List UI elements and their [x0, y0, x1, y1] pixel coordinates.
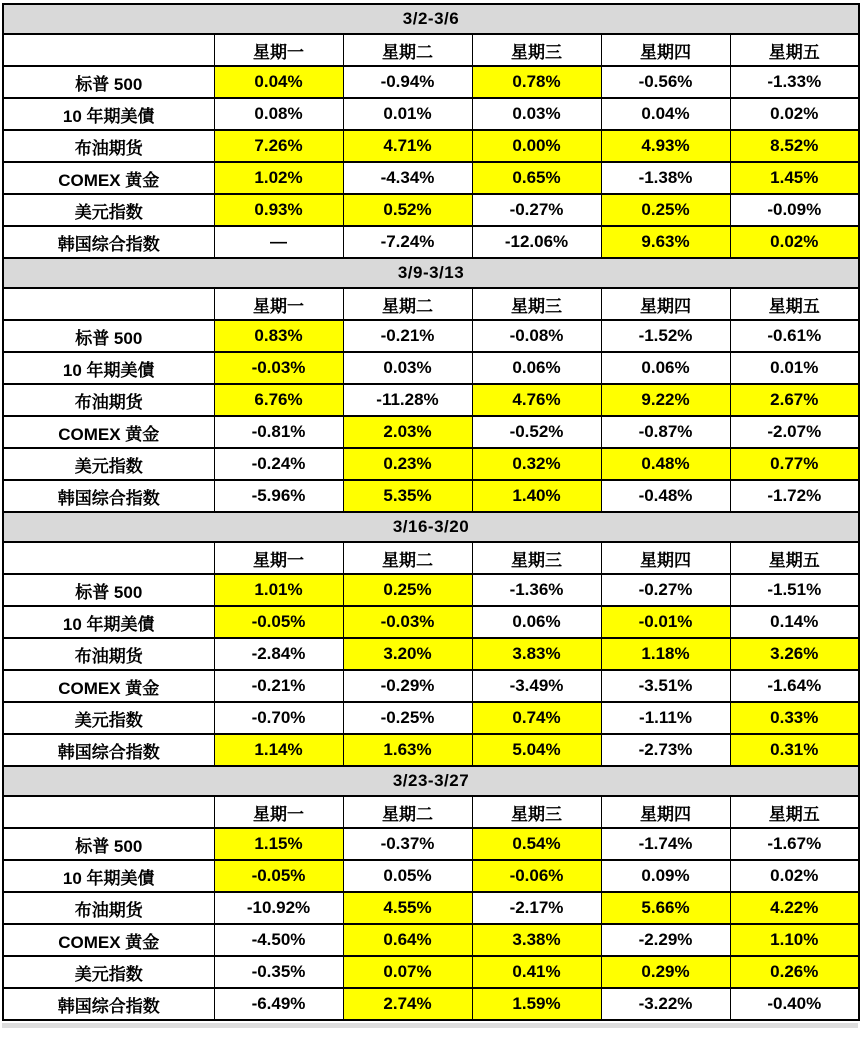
value-cell: -2.07%: [730, 416, 859, 448]
value-cell: -1.67%: [730, 828, 859, 860]
corner-cell: [3, 796, 214, 828]
value-cell: -0.06%: [472, 860, 601, 892]
weekday-header: 星期二: [343, 288, 472, 320]
value-cell: -12.06%: [472, 226, 601, 258]
weekday-header-row: [3, 796, 859, 828]
table-row: [3, 670, 859, 702]
table-row: [3, 924, 859, 956]
value-cell: -10.92%: [214, 892, 343, 924]
value-cell: 0.02%: [730, 98, 859, 130]
table-row: [3, 162, 859, 194]
value-cell: -1.38%: [601, 162, 730, 194]
row-label: COMEX 黄金: [3, 670, 214, 702]
weekday-header: 星期四: [601, 288, 730, 320]
value-cell: 9.63%: [601, 226, 730, 258]
value-cell: -1.33%: [730, 66, 859, 98]
value-cell: 1.45%: [730, 162, 859, 194]
value-cell: 1.01%: [214, 574, 343, 606]
row-label: COMEX 黄金: [3, 924, 214, 956]
value-cell: 0.41%: [472, 956, 601, 988]
weekday-header: 星期一: [214, 288, 343, 320]
value-cell: 0.65%: [472, 162, 601, 194]
table-row: [3, 988, 859, 1020]
section-title: 3/23-3/27: [3, 766, 859, 796]
table-row: [3, 416, 859, 448]
section-title: 3/16-3/20: [3, 512, 859, 542]
value-cell: -2.17%: [472, 892, 601, 924]
value-cell: —: [214, 226, 343, 258]
row-label: 美元指数: [3, 448, 214, 480]
table-row: [3, 320, 859, 352]
value-cell: 0.03%: [472, 98, 601, 130]
table-row: [3, 480, 859, 512]
value-cell: -0.01%: [601, 606, 730, 638]
row-label: 10 年期美債: [3, 98, 214, 130]
row-label: 布油期货: [3, 130, 214, 162]
value-cell: 4.93%: [601, 130, 730, 162]
value-cell: -0.56%: [601, 66, 730, 98]
table-row: [3, 638, 859, 670]
value-cell: 0.26%: [730, 956, 859, 988]
value-cell: 2.67%: [730, 384, 859, 416]
row-label: 10 年期美債: [3, 352, 214, 384]
value-cell: -0.21%: [343, 320, 472, 352]
value-cell: -0.40%: [730, 988, 859, 1020]
row-label: 布油期货: [3, 384, 214, 416]
row-label: 布油期货: [3, 892, 214, 924]
value-cell: 0.31%: [730, 734, 859, 766]
section-header-row: [3, 258, 859, 288]
value-cell: 0.93%: [214, 194, 343, 226]
value-cell: 1.18%: [601, 638, 730, 670]
value-cell: -4.50%: [214, 924, 343, 956]
value-cell: -0.08%: [472, 320, 601, 352]
weekday-header: 星期三: [472, 34, 601, 66]
value-cell: 0.54%: [472, 828, 601, 860]
value-cell: 5.04%: [472, 734, 601, 766]
value-cell: -1.72%: [730, 480, 859, 512]
value-cell: 3.20%: [343, 638, 472, 670]
value-cell: 0.05%: [343, 860, 472, 892]
section-header-row: [3, 766, 859, 796]
value-cell: 0.25%: [601, 194, 730, 226]
weekday-header: 星期五: [730, 288, 859, 320]
row-label: 美元指数: [3, 194, 214, 226]
row-label: 10 年期美債: [3, 860, 214, 892]
next-section-header-cutoff: [2, 1023, 858, 1028]
weekday-header: 星期二: [343, 542, 472, 574]
value-cell: 0.03%: [343, 352, 472, 384]
value-cell: 5.35%: [343, 480, 472, 512]
value-cell: 6.76%: [214, 384, 343, 416]
value-cell: -0.35%: [214, 956, 343, 988]
value-cell: -0.21%: [214, 670, 343, 702]
value-cell: -3.49%: [472, 670, 601, 702]
value-cell: 5.66%: [601, 892, 730, 924]
value-cell: 0.06%: [472, 352, 601, 384]
value-cell: -0.05%: [214, 860, 343, 892]
value-cell: -0.48%: [601, 480, 730, 512]
value-cell: -0.61%: [730, 320, 859, 352]
value-cell: -0.70%: [214, 702, 343, 734]
value-cell: 8.52%: [730, 130, 859, 162]
weekday-header-row: [3, 288, 859, 320]
row-label: 标普 500: [3, 66, 214, 98]
value-cell: -0.87%: [601, 416, 730, 448]
value-cell: -0.81%: [214, 416, 343, 448]
row-label: COMEX 黄金: [3, 416, 214, 448]
table-row: [3, 606, 859, 638]
value-cell: -7.24%: [343, 226, 472, 258]
weekday-header: 星期四: [601, 34, 730, 66]
value-cell: -1.36%: [472, 574, 601, 606]
value-cell: 7.26%: [214, 130, 343, 162]
value-cell: 0.01%: [343, 98, 472, 130]
section-header-row: [3, 4, 859, 34]
row-label: 10 年期美債: [3, 606, 214, 638]
value-cell: -0.05%: [214, 606, 343, 638]
value-cell: 1.63%: [343, 734, 472, 766]
corner-cell: [3, 288, 214, 320]
table-row: [3, 448, 859, 480]
table-row: [3, 352, 859, 384]
value-cell: 3.38%: [472, 924, 601, 956]
value-cell: -2.73%: [601, 734, 730, 766]
value-cell: 1.10%: [730, 924, 859, 956]
value-cell: -6.49%: [214, 988, 343, 1020]
value-cell: -0.37%: [343, 828, 472, 860]
corner-cell: [3, 542, 214, 574]
row-label: 韩国综合指数: [3, 480, 214, 512]
value-cell: -0.94%: [343, 66, 472, 98]
row-label: 韩国综合指数: [3, 734, 214, 766]
value-cell: -1.51%: [730, 574, 859, 606]
value-cell: 2.74%: [343, 988, 472, 1020]
corner-cell: [3, 34, 214, 66]
value-cell: 0.83%: [214, 320, 343, 352]
table-row: [3, 574, 859, 606]
weekday-header-row: [3, 34, 859, 66]
row-label: 韩国综合指数: [3, 988, 214, 1020]
value-cell: -0.09%: [730, 194, 859, 226]
value-cell: 9.22%: [601, 384, 730, 416]
value-cell: 0.04%: [214, 66, 343, 98]
value-cell: 0.06%: [472, 606, 601, 638]
weekday-header: 星期三: [472, 288, 601, 320]
row-label: 标普 500: [3, 320, 214, 352]
value-cell: 0.02%: [730, 226, 859, 258]
weekday-header: 星期二: [343, 796, 472, 828]
value-cell: 4.76%: [472, 384, 601, 416]
value-cell: 0.06%: [601, 352, 730, 384]
value-cell: -1.74%: [601, 828, 730, 860]
weekday-header: 星期四: [601, 796, 730, 828]
value-cell: 1.14%: [214, 734, 343, 766]
value-cell: 0.29%: [601, 956, 730, 988]
value-cell: -0.29%: [343, 670, 472, 702]
value-cell: 0.02%: [730, 860, 859, 892]
table-row: [3, 194, 859, 226]
value-cell: -4.34%: [343, 162, 472, 194]
table-row: [3, 860, 859, 892]
value-cell: -3.22%: [601, 988, 730, 1020]
weekday-header: 星期一: [214, 542, 343, 574]
value-cell: 3.83%: [472, 638, 601, 670]
value-cell: 0.07%: [343, 956, 472, 988]
weekday-header: 星期三: [472, 542, 601, 574]
section-title: 3/9-3/13: [3, 258, 859, 288]
table-row: [3, 734, 859, 766]
value-cell: 0.48%: [601, 448, 730, 480]
value-cell: -0.27%: [601, 574, 730, 606]
weekly-returns-table: [2, 3, 860, 1021]
value-cell: 0.32%: [472, 448, 601, 480]
table-row: [3, 226, 859, 258]
weekday-header: 星期二: [343, 34, 472, 66]
value-cell: -0.03%: [214, 352, 343, 384]
value-cell: -1.52%: [601, 320, 730, 352]
value-cell: 0.64%: [343, 924, 472, 956]
value-cell: 4.22%: [730, 892, 859, 924]
table-row: [3, 66, 859, 98]
value-cell: 0.33%: [730, 702, 859, 734]
value-cell: -11.28%: [343, 384, 472, 416]
value-cell: -2.29%: [601, 924, 730, 956]
value-cell: 0.08%: [214, 98, 343, 130]
weekday-header-row: [3, 542, 859, 574]
value-cell: 0.78%: [472, 66, 601, 98]
value-cell: 0.00%: [472, 130, 601, 162]
table-row: [3, 130, 859, 162]
table-row: [3, 892, 859, 924]
row-label: 美元指数: [3, 702, 214, 734]
value-cell: 0.04%: [601, 98, 730, 130]
value-cell: -0.27%: [472, 194, 601, 226]
value-cell: -3.51%: [601, 670, 730, 702]
value-cell: -2.84%: [214, 638, 343, 670]
value-cell: 0.14%: [730, 606, 859, 638]
value-cell: 0.23%: [343, 448, 472, 480]
table-row: [3, 98, 859, 130]
value-cell: -0.24%: [214, 448, 343, 480]
weekday-header: 星期一: [214, 34, 343, 66]
weekday-header: 星期三: [472, 796, 601, 828]
row-label: 布油期货: [3, 638, 214, 670]
value-cell: 3.26%: [730, 638, 859, 670]
value-cell: 0.01%: [730, 352, 859, 384]
value-cell: 1.40%: [472, 480, 601, 512]
table-row: [3, 702, 859, 734]
row-label: 韩国综合指数: [3, 226, 214, 258]
value-cell: -0.03%: [343, 606, 472, 638]
weekday-header: 星期五: [730, 796, 859, 828]
value-cell: 4.71%: [343, 130, 472, 162]
table-row: [3, 828, 859, 860]
value-cell: 0.77%: [730, 448, 859, 480]
weekday-header: 星期四: [601, 542, 730, 574]
value-cell: -5.96%: [214, 480, 343, 512]
value-cell: 4.55%: [343, 892, 472, 924]
value-cell: 0.74%: [472, 702, 601, 734]
table-row: [3, 956, 859, 988]
row-label: 标普 500: [3, 828, 214, 860]
row-label: 美元指数: [3, 956, 214, 988]
weekday-header: 星期一: [214, 796, 343, 828]
table-row: [3, 384, 859, 416]
value-cell: -1.11%: [601, 702, 730, 734]
value-cell: 2.03%: [343, 416, 472, 448]
value-cell: -1.64%: [730, 670, 859, 702]
value-cell: -0.25%: [343, 702, 472, 734]
row-label: 标普 500: [3, 574, 214, 606]
value-cell: 0.09%: [601, 860, 730, 892]
value-cell: -0.52%: [472, 416, 601, 448]
value-cell: 1.59%: [472, 988, 601, 1020]
row-label: COMEX 黄金: [3, 162, 214, 194]
value-cell: 0.52%: [343, 194, 472, 226]
value-cell: 1.02%: [214, 162, 343, 194]
weekday-header: 星期五: [730, 34, 859, 66]
value-cell: 1.15%: [214, 828, 343, 860]
weekday-header: 星期五: [730, 542, 859, 574]
section-title: 3/2-3/6: [3, 4, 859, 34]
value-cell: 0.25%: [343, 574, 472, 606]
section-header-row: [3, 512, 859, 542]
